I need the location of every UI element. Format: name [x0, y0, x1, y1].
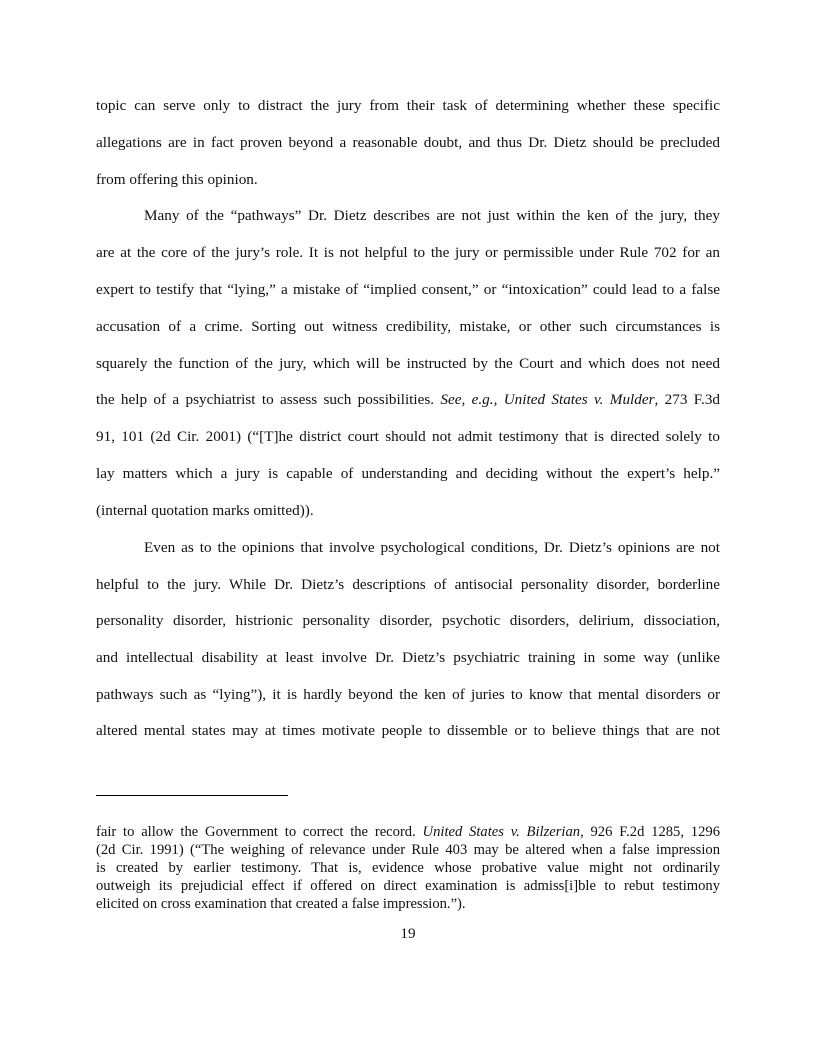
body-line: pathways such as “lying”), it is hardly beyond the ken of juries to know that mental disorders or	[96, 686, 720, 703]
body-line: topic can serve only to distract the jury from their task of determining whether these specific	[96, 97, 720, 114]
body-line: 91, 101 (2d Cir. 2001) (“[T]he district court should not admit testimony that is directed solely to	[96, 428, 720, 445]
footnote-line: (2d Cir. 1991) (“The weighing of relevance under Rule 403 may be altered when a false impression	[96, 842, 720, 858]
body-line-citation	[96, 391, 720, 409]
body-line: and intellectual disability at least involve Dr. Dietz’s psychiatric training in some way (unlike	[96, 649, 720, 666]
line-text: the help of a psychiatrist to assess such possibilities.	[96, 391, 441, 408]
body-line: helpful to the jury. While Dr. Dietz’s descriptions of antisocial personality disorder, borderline	[96, 576, 720, 593]
body-line: (internal quotation marks omitted)).	[96, 502, 314, 519]
body-line: expert to testify that “lying,” a mistake of “implied consent,” or “intoxication” could lead to a false	[96, 281, 720, 298]
case-name: United States v. Bilzerian	[422, 824, 581, 840]
body-line: personality disorder, histrionic personality disorder, psychotic disorders, delirium, dissociation,	[96, 612, 720, 629]
line-text: , 926 F.2d 1285, 1296	[580, 824, 720, 840]
body-line: from offering this opinion.	[96, 171, 258, 188]
signal-see-eg: See, e.g.	[440, 391, 494, 408]
line-text: ,	[493, 391, 504, 408]
footnote-line-citation	[96, 824, 720, 842]
body-line: lay matters which a jury is capable of understanding and deciding without the expert’s help.”	[96, 465, 720, 482]
line-text: fair to allow the Government to correct the record.	[96, 824, 423, 840]
body-line: squarely the function of the jury, which will be instructed by the Court and which does not need	[96, 355, 720, 372]
body-line: accusation of a crime. Sorting out witness credibility, mistake, or other such circumstances is	[96, 318, 720, 335]
footnote-separator	[96, 795, 288, 796]
footnote-line: is created by earlier testimony. That is, evidence whose probative value might not ordinarily	[96, 860, 720, 876]
body-line: Even as to the opinions that involve psychological conditions, Dr. Dietz’s opinions are not	[144, 539, 720, 556]
body-line: Many of the “pathways” Dr. Dietz describes are not just within the ken of the jury, they	[144, 207, 720, 224]
case-name: United States v. Mulder	[503, 391, 655, 408]
footnote-line: outweigh its prejudicial effect if offered on direct examination is admiss[i]ble to rebut testimony	[96, 878, 720, 894]
body-line: altered mental states may at times motivate people to dissemble or to believe things that are not	[96, 722, 720, 739]
body-line: allegations are in fact proven beyond a reasonable doubt, and thus Dr. Dietz should be precluded	[96, 134, 720, 151]
body-line: are at the core of the jury’s role. It is not helpful to the jury or permissible under Rule 702 for an	[96, 244, 720, 261]
page-number: 19	[400, 925, 416, 942]
footnote-line: elicited on cross examination that created a false impression.”).	[96, 896, 466, 912]
line-text: , 273 F.3d	[654, 391, 721, 408]
